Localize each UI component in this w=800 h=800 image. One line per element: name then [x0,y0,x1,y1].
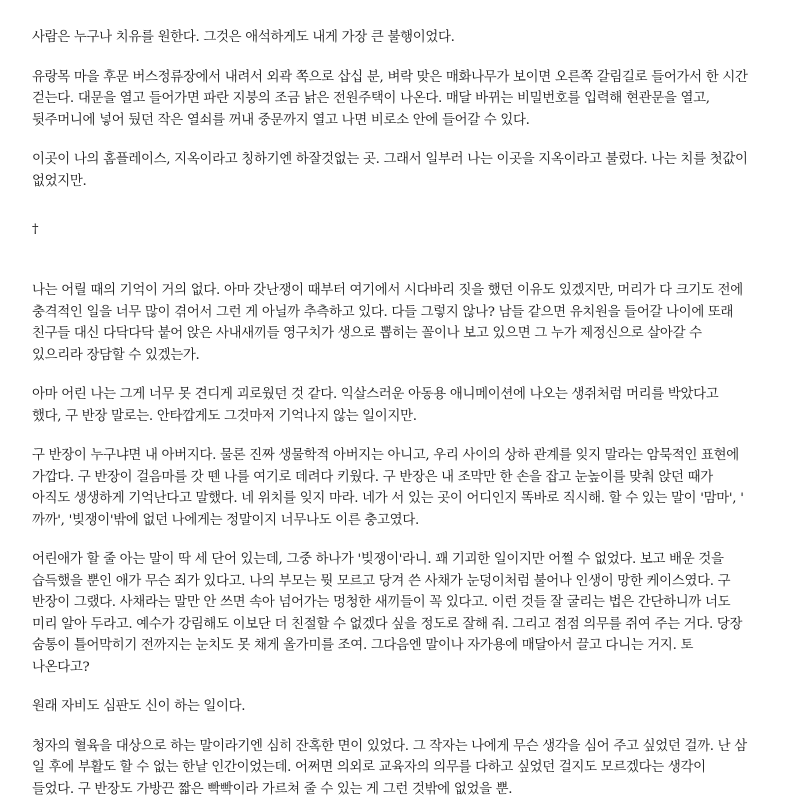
paragraph-animation: 아마 어린 나는 그게 너무 못 견디게 괴로웠던 것 같다. 익살스러운 아동용 애니메이션에 나오는 생쥐처럼 머리를 박았다고 했다, 구 반장 말로는. 안타깝게도 그것마저 기억나지 않는 일이지만. [32,387,719,424]
paragraph-opening: 사람은 누구나 치유를 원한다. 그것은 애석하게도 내게 가장 큰 불행이었다. [32,30,455,45]
paragraph-homeplace: 이곳이 나의 홈플레이스, 지옥이라고 칭하기엔 하잘것없는 곳. 그래서 일부러 나는 이곳을 지옥이라고 불렀다. 나는 치를 첫값이 없었지만. [32,152,748,189]
paragraph-three-words: 어린애가 할 줄 아는 말이 딱 세 단어 있는데, 그중 하나가 '빚쟁이'라니. 꽤 기괴한 일이지만 어쩔 수 없었다. 보고 배운 것을 습득했을 뿐인 애가 무슨 죄가 있다고. 나의 부모는 뭣 모르고 당겨 쓴 사채가 눈덩이처럼 불어나 인생이 망한 케이스였다. 구 반장이 그랬다. 사채라는 말만 안 쓰면 속아 넘어가는 멍청한 새끼들이 꼭 있다고. 이런 것들 잘 굴리는 법은 간단하니까 너도 미리 알아 두라고. 예수가 강림해도 이보단 더 친절할 수 없겠다 싶을 정도로 잘해 줘. 그리고 점점 의무를 쥐여 주는 거다. 당장 숨통이 틀어막히기 전까지는 눈치도 못 채게 올가미를 조여. 그다음엔 말이나 자가용에 매달아서 끌고 다니는 거지. 토 나온다고? [32,552,743,675]
paragraph-mercy: 원래 자비도 심판도 신이 하는 일이다. [32,699,246,714]
paragraph-cruelty: 청자의 혈육을 대상으로 하는 말이라기엔 심히 잔혹한 면이 있었다. 그 작자는 나에게 무슨 생각을 심어 주고 싶었던 걸까. 난 삼 일 후에 부활도 할 수 없는 한낱 인간이었는데. 어쩌면 의외로 교육자의 의무를 다하고 싶었던 걸지도 모르겠다는 생각이 들었다. 구 반장도 가방끈 짧은 빡빡이라 가르쳐 줄 수 있는 게 그런 것밖에 없었을 뿐. [32,738,747,797]
paragraph-father: 구 반장이 누구냐면 내 아버지다. 물론 진짜 생물학적 아버지는 아니고, 우리 사이의 상하 관계를 잊지 말라는 암묵적인 표현에 가깝다. 구 반장이 걸음마를 갓 뗀 나를 여기로 데려다 키웠다. 구 반장은 내 조막만 한 손을 잡고 눈높이를 맞춰 앉던 때가 아직도 생생하게 기억난다고 말했다. 네 위치를 잊지 마라. 네가 서 있는 곳이 어디인지 똑바로 직시해. 할 수 있는 말이 '맘마', ' 까까', '빚쟁이'밖에 없던 나에게는 정말이지 너무나도 이른 충고였다. [32,448,744,528]
paragraph-memory: 나는 어릴 때의 기억이 거의 없다. 아마 갓난쟁이 때부터 여기에서 시다바리 짓을 했던 이유도 있겠지만, 머리가 다 크기도 전에 충격적인 일을 너무 많이 겪어서 그런 게 아닐까 추측하고 있다. 다들 그렇지 않나? 남들 같으면 유치원을 들어갈 나이에 또래 친구들 대신 다닥다닥 붙어 앉은 사내새끼들 영구치가 생으로 뽑히는 꼴이나 보고 있으면 그 누가 제정신으로 살아갈 수 있으리라 장담할 수 있겠는가. [32,283,743,363]
section-divider-dagger: † [32,222,39,237]
paragraph-directions: 유랑목 마을 후문 버스정류장에서 내려서 외곽 쪽으로 삽십 분, 벼락 맞은 매화나무가 보이면 오른쪽 갈림길로 들어가서 한 시간 걷는다. 대문을 열고 들어가면 파란 지붕의 조금 낡은 전원주택이 나온다. 매달 바뀌는 비밀번호를 입력해 현관문을 열고, 뒷주머니에 넣어 뒀던 작은 열쇠를 꺼내 중문까지 열고 나면 비로소 안에 들어갈 수 있다. [32,69,748,128]
